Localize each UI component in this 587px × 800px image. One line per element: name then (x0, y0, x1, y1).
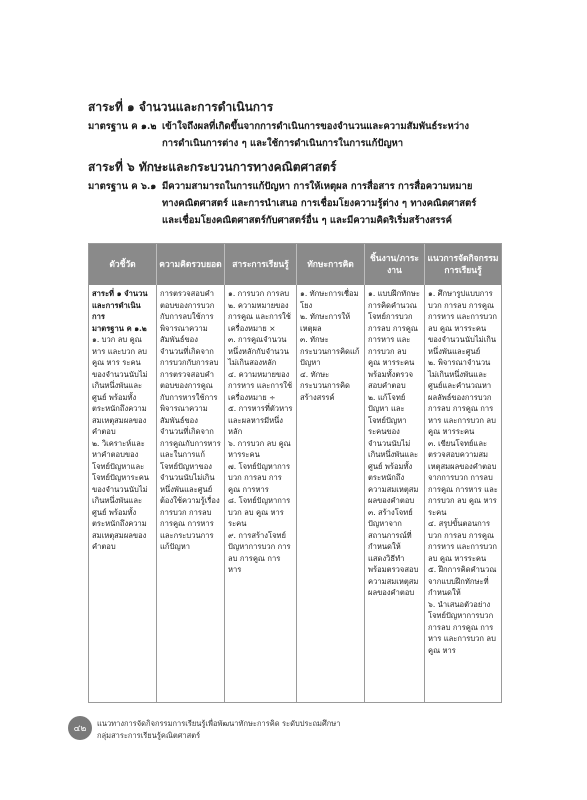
standard-code: มาตรฐาน ค ๑.๒ (88, 121, 157, 132)
header-work: ชิ้นงาน/ภาระงาน (365, 244, 425, 285)
standard-text-line: เข้าใจถึงผลที่เกิดขึ้นจากการดำเนินการของจำนวนและความสัมพันธ์ระหว่าง (162, 121, 470, 132)
content-item: ๖. การบวก ลบ คูณ หารระคน (228, 438, 291, 459)
standard-text-line: การดำเนินการต่าง ๆ และใช้การดำเนินการในการแก้ปัญหา (162, 138, 404, 149)
strand-6-standard (88, 178, 508, 229)
header-indicator: ตัวชี้วัด (89, 244, 157, 285)
column-content (225, 285, 297, 702)
table-header-row (89, 244, 501, 285)
activity-item: ๖. นำเสนอตัวอย่างโจทย์ปัญหาการบวก การลบ การคูณ การหาร และการบวก ลบ คูณ หาร (428, 599, 496, 655)
indicator-item: ๑. บวก ลบ คูณ หาร และบวก ลบ คูณ หาร ระคนของจำนวนนับไม่เกินหนึ่งพันและศูนย์ พร้อมทั้งตระหนักถึงความสมเหตุสมผลของคำตอบ (92, 335, 148, 436)
header-concept: ความคิดรวบยอด (157, 244, 225, 285)
content-item: ๗. โจทย์ปัญหาการบวก การลบ การคูณ การหาร (228, 461, 291, 494)
strand-1-standard (88, 118, 508, 152)
content-item: ๑. การบวก การลบ (228, 289, 290, 298)
work-item: ๒. แก้โจทย์ปัญหา และโจทย์ปัญหาระคนของจำนวนนับไม่เกินหนึ่งพันและศูนย์ พร้อมทั้งตระหนักถึงความสมเหตุสมผลของคำตอบ (368, 392, 419, 505)
standard-code: มาตรฐาน ค ๖.๑ (88, 181, 157, 192)
column-indicator (89, 285, 157, 702)
page-number: ๔๒ (68, 716, 92, 740)
footer-subtitle: กลุ่มสาระการเรียนรู้คณิตศาสตร์ (97, 731, 201, 740)
header-content: สาระการเรียนรู้ (225, 244, 297, 285)
column-activity (425, 285, 501, 702)
standard-text-line: และเชื่อมโยงคณิตศาสตร์กับศาสตร์อื่น ๆ และมีความคิดริเริ่มสร้างสรรค์ (162, 215, 452, 226)
activity-item: ๒. พิจารณาจำนวนไม่เกินหนึ่งพันและศูนย์และคำนวณหาผลลัพธ์ของการบวก การลบ การคูณ การหาร และการบวก ลบ คูณ หารระคน (428, 358, 496, 436)
indicator-standard: มาตรฐาน ค ๑.๒ (92, 323, 147, 333)
column-skill (297, 285, 365, 702)
skill-item: ๓. ทักษะกระบวนการคิดแก้ปัญหา (300, 335, 360, 367)
activity-item: ๕. ฝึกการคิดคำนวณจากแบบฝึกทักษะที่กำหนดให้ (428, 565, 497, 597)
content-item: ๔. ความหมายของการหาร และการใช้เครื่องหมาย ÷ (228, 369, 293, 402)
skill-item: ๔. ทักษะกระบวนการคิดสร้างสรรค์ (300, 369, 350, 402)
skill-item: ๒. ทักษะการให้เหตุผล (300, 312, 351, 333)
concept-text: การตรวจสอบคำตอบของการบวกกับการลบใช้การพิจารณาความสัมพันธ์ของจำนวนที่เกิดจากการบวกกับการลบ การตรวจสอบคำตอบของการคูณกับการหารใช้การพิจารณาความสัมพันธ์ของจำนวนที่เกิดจากการคูณกับการหาร และในการแก้โจทย์ปัญหาของจำนวนนับไม่เกินหนึ่งพันและศูนย์ ต้องใช้ความรู้เรื่องการบวก การลบ การคูณ การหาร และกระบวนการแก้ปัญหา (160, 289, 221, 551)
standard-text-line: ทางคณิตศาสตร์ และการนำเสนอ การเชื่อมโยงความรู้ต่าง ๆ ทางคณิตศาสตร์ (162, 198, 477, 209)
indicator-item: ๒. วิเคราะห์และหาคำตอบของโจทย์ปัญหาและโจทย์ปัญหาระคนของจำนวนนับไม่เกินหนึ่งพันและศูนย์ พร้อมทั้งตระหนักถึงความสมเหตุสมผลของคำตอบ (92, 438, 149, 551)
work-item: ๑. แบบฝึกทักษะการคิดคำนวณโจทย์การบวก การลบ การคูณ การหาร และการบวก ลบ คูณ หารระคน พร้อมทั้งตรวจสอบคำตอบ (368, 289, 420, 390)
column-work (365, 285, 425, 702)
activity-item: ๑. ศึกษารูปแบบการบวก การลบ การคูณ การหาร และการบวก ลบ คูณ หารระคนของจำนวนนับไม่เกินหนึ่งพันและศูนย์ (428, 289, 497, 356)
standard-text-line: มีความสามารถในการแก้ปัญหา การให้เหตุผล การสื่อสาร การสื่อความหมาย (162, 181, 473, 192)
footer-title: แนวทางการจัดกิจกรรมการเรียนรู้เพื่อพัฒนาทักษะการคิด ระดับประถมศึกษา (97, 719, 341, 728)
content-item: ๓. การคูณจำนวนหนึ่งหลักกับจำนวนไม่เกินสองหลัก (228, 335, 289, 367)
work-item: ๓. สร้างโจทย์ปัญหาจากสถานการณ์ที่กำหนดให้ แสดงวิธีทำ พร้อมตรวจสอบความสมเหตุสมผลของคำตอบ (368, 507, 419, 597)
skill-item: ๑. ทักษะการเชื่อมโยง (300, 289, 359, 310)
column-concept (157, 285, 225, 702)
header-activity: แนวการจัดกิจกรรมการเรียนรู้ (427, 253, 499, 276)
content-item: ๙. การสร้างโจทย์ปัญหาการบวก การลบ การคูณ การหาร (228, 530, 291, 574)
content-item: ๕. การหารที่ตัวหาร และผลหารมีหนึ่งหลัก (228, 404, 293, 436)
indicator-strand: สาระที่ ๑ จำนวนและการดำเนินการ (92, 289, 148, 321)
activity-item: ๔. สรุปขั้นตอนการบวก การลบ การคูณ การหาร และการบวก ลบ คูณ หารระคน (428, 519, 497, 563)
strand-6-heading: สาระที่ ๖ ทักษะและกระบวนการทางคณิตศาสตร์ (88, 160, 337, 174)
learning-unit-table (88, 243, 502, 703)
activity-item: ๓. เขียนโจทย์และตรวจสอบความสมเหตุสมผลของคำตอบจากการบวก การลบ การคูณ การหาร และการบวก ลบ คูณ หารระคน (428, 438, 498, 517)
strand-1-heading: สาระที่ ๑ จำนวนและการดำเนินการ (88, 100, 274, 114)
content-item: ๒. ความหมายของการคูณ และการใช้เครื่องหมาย × (228, 300, 291, 333)
header-skill: ทักษะการคิด (297, 244, 365, 285)
content-item: ๘. โจทย์ปัญหาการบวก ลบ คูณ หารระคน (228, 496, 291, 528)
